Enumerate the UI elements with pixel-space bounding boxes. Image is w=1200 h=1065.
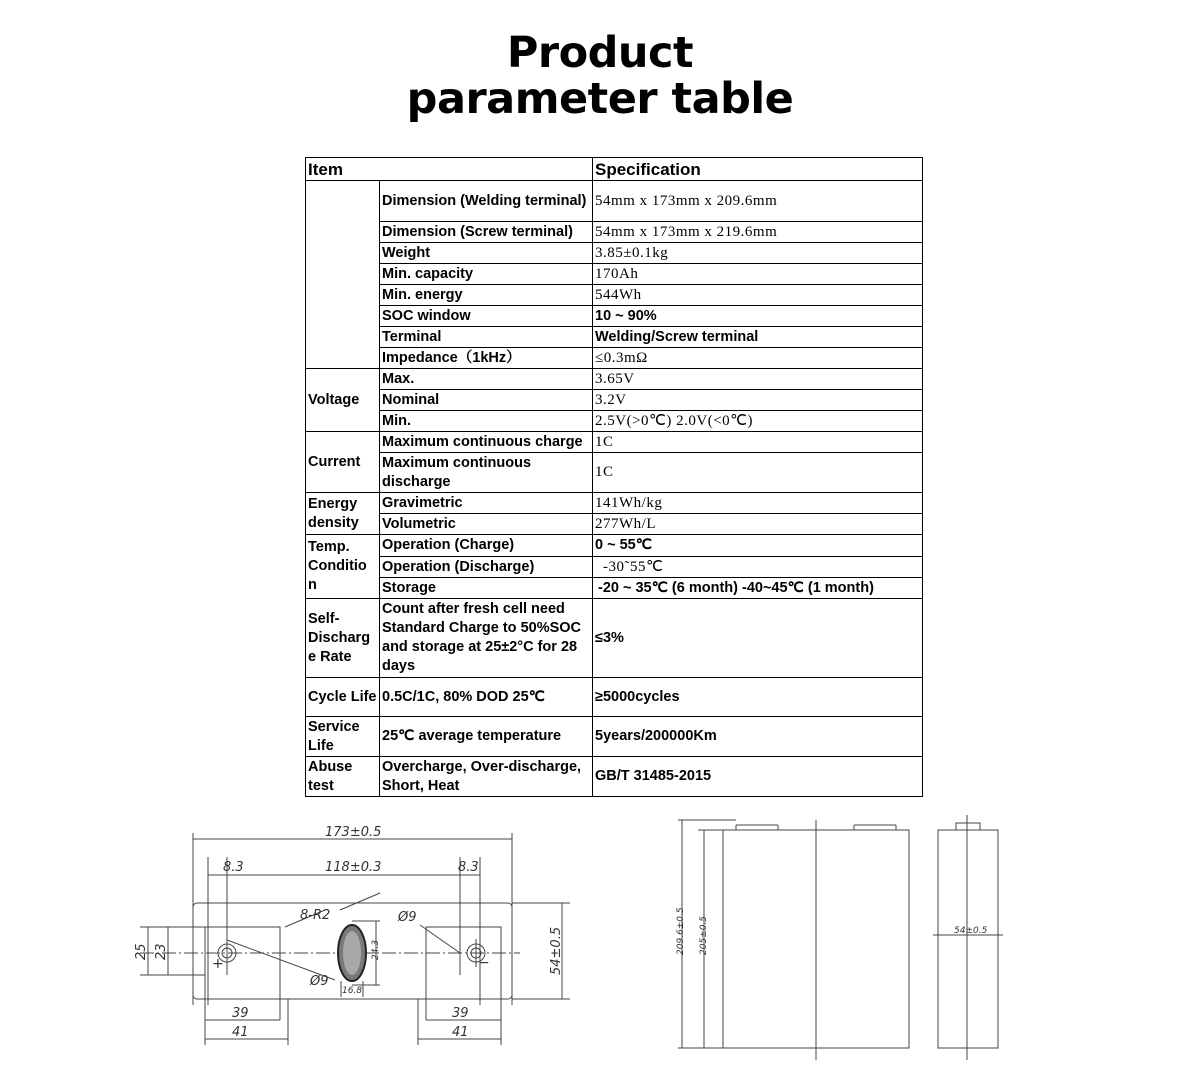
table-header-row (306, 158, 923, 181)
value-cell: 1C (593, 453, 923, 493)
hole-dia-right-label: Ø9 (398, 910, 417, 925)
depth-dim-label: 54±0.5 (549, 926, 564, 975)
height-25-label: 25 (134, 943, 149, 960)
value-cell: 10 ~ 90% (593, 306, 923, 327)
value-cell: ≥5000cycles (593, 678, 923, 717)
table-row (306, 493, 923, 514)
table-row (306, 306, 923, 327)
value-cell: 1C (593, 432, 923, 453)
item-cell: Min. (380, 411, 593, 432)
value-cell: Welding/Screw terminal (593, 327, 923, 348)
offset-right-label: 8.3 (458, 860, 479, 875)
table-row (306, 243, 923, 264)
item-cell: Maximum continuous charge (380, 432, 593, 453)
parameter-table (305, 157, 923, 797)
category-cell-cycle-life: Cycle Life (306, 678, 380, 717)
height-23-label: 23 (154, 943, 169, 960)
table-row (306, 717, 923, 757)
value-cell: 544Wh (593, 285, 923, 306)
title-line-1: Product (506, 28, 694, 78)
item-cell: Min. energy (380, 285, 593, 306)
thickness-label: 54±0.5 (954, 926, 988, 936)
table-row (306, 181, 923, 222)
table-row (306, 369, 923, 390)
table-row (306, 578, 923, 599)
value-cell: -20 ~ 35℃ (6 month) -40~45℃ (1 month) (593, 578, 923, 599)
value-cell: 170Ah (593, 264, 923, 285)
value-cell: 141Wh/kg (593, 493, 923, 514)
table-row (306, 348, 923, 369)
value-cell: ≤3% (593, 599, 923, 678)
title-line-2: parameter table (406, 74, 794, 124)
value-cell: 3.2V (593, 390, 923, 411)
item-cell: Terminal (380, 327, 593, 348)
vent-width-label: 16.8 (342, 986, 363, 996)
radius-label: 8-R2 (300, 908, 331, 923)
pad-39-right-label: 39 (452, 1006, 469, 1021)
header-specification: Specification (593, 158, 923, 181)
value-cell: 0 ~ 55℃ (593, 535, 923, 557)
table-row (306, 222, 923, 243)
value-cell: 54mm x 173mm x 219.6mm (593, 222, 923, 243)
value-cell: 5years/200000Km (593, 717, 923, 757)
table-row (306, 432, 923, 453)
value-cell: 277Wh/L (593, 514, 923, 535)
item-cell: Count after fresh cell need Standard Charge to 50%SOC and storage at 25±2°C for 28 days (380, 599, 593, 678)
table-row (306, 557, 923, 578)
page-title (0, 30, 1200, 122)
table-row (306, 678, 923, 717)
item-cell: Max. (380, 369, 593, 390)
category-cell-self-discharge: Self- Discharg e Rate (306, 599, 380, 678)
category-cell-temp-condition: Temp. Conditio n (306, 535, 380, 599)
item-cell: Nominal (380, 390, 593, 411)
pad-41-right-label: 41 (452, 1025, 469, 1040)
side-view-drawing (668, 815, 1008, 1060)
value-cell: 54mm x 173mm x 209.6mm (593, 181, 923, 222)
table-row (306, 535, 923, 557)
table-row (306, 599, 923, 678)
category-cell-current: Current (306, 432, 380, 493)
value-cell: -30˜55℃ (593, 557, 923, 578)
value-cell: 3.85±0.1kg (593, 243, 923, 264)
item-cell: Maximum continuous discharge (380, 453, 593, 493)
item-cell: SOC window (380, 306, 593, 327)
vent-height-label: 24.3 (371, 939, 381, 960)
item-cell: 0.5C/1C, 80% DOD 25℃ (380, 678, 593, 717)
table-row (306, 514, 923, 535)
item-cell: Gravimetric (380, 493, 593, 514)
value-cell: GB/T 31485-2015 (593, 757, 923, 797)
item-cell: Operation (Discharge) (380, 557, 593, 578)
header-item: Item (306, 158, 593, 181)
item-cell: Dimension (Screw terminal) (380, 222, 593, 243)
item-cell: Overcharge, Over-discharge, Short, Heat (380, 757, 593, 797)
pad-39-left-label: 39 (232, 1006, 249, 1021)
table-row (306, 264, 923, 285)
plus-terminal-label: + (212, 956, 224, 972)
body-height-label: 205±0.5 (699, 915, 709, 955)
item-cell: Dimension (Welding terminal) (380, 181, 593, 222)
category-cell-general (306, 181, 380, 369)
value-cell: 3.65V (593, 369, 923, 390)
category-cell-service-life: Service Life (306, 717, 380, 757)
item-cell: Storage (380, 578, 593, 599)
table-row (306, 757, 923, 797)
hole-dia-left-label: Ø9 (310, 974, 329, 989)
minus-terminal-label: − (478, 955, 490, 971)
value-cell: ≤0.3mΩ (593, 348, 923, 369)
table-row (306, 453, 923, 493)
category-cell-abuse-test: Abuse test (306, 757, 380, 797)
value-cell: 2.5V(>0℃) 2.0V(<0℃) (593, 411, 923, 432)
item-cell: Operation (Charge) (380, 535, 593, 557)
table-row (306, 411, 923, 432)
item-cell: Impedance（1kHz） (380, 348, 593, 369)
table-row (306, 285, 923, 306)
table-row (306, 327, 923, 348)
offset-left-label: 8.3 (223, 860, 244, 875)
item-cell: Volumetric (380, 514, 593, 535)
total-height-label: 209.6±0.5 (676, 907, 686, 955)
pad-41-left-label: 41 (232, 1025, 249, 1040)
top-view-drawing (120, 815, 590, 1055)
width-dim-label: 173±0.5 (325, 825, 382, 840)
category-cell-energy-density: Energy density (306, 493, 380, 535)
item-cell: Min. capacity (380, 264, 593, 285)
table-row (306, 390, 923, 411)
category-cell-voltage: Voltage (306, 369, 380, 432)
item-cell: 25℃ average temperature (380, 717, 593, 757)
spacing-dim-label: 118±0.3 (325, 860, 382, 875)
item-cell: Weight (380, 243, 593, 264)
